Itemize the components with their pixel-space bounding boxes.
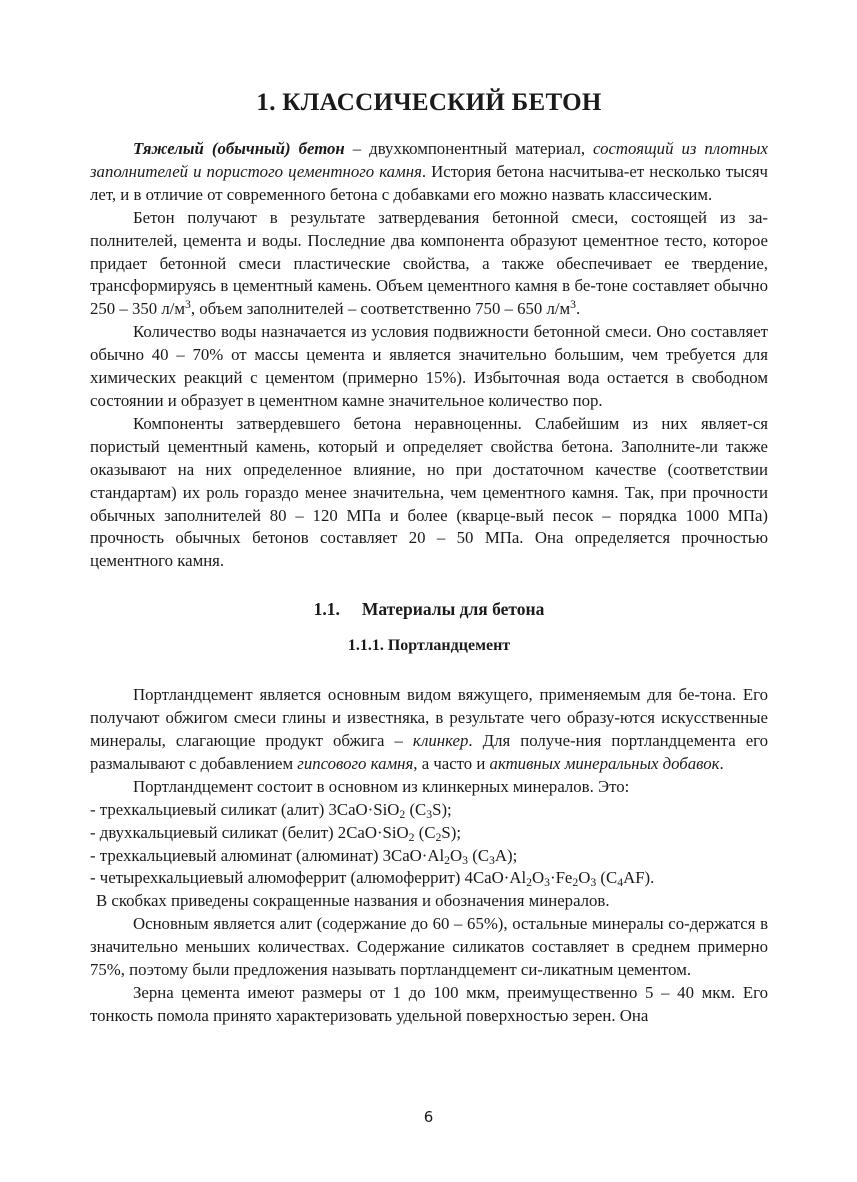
page-title: 1. КЛАССИЧЕСКИЙ БЕТОН (256, 89, 602, 116)
list-item: - трехкальциевый алюминат (алюминат) $3CaO\cdot Al_2O_3$ $(C_3A)$; (90, 845, 518, 867)
list-item: - двухкальциевый силикат (белит) 2CaO·SiO$_2$ $(C_2S)$; (90, 822, 461, 844)
paragraph-grain-size: Зерна цемента имеют размеры от 1 до 100 мкм, преимущественно 5 – 40 мкм. Его тонкость помола принято характеризовать удельной поверхностью зерен. Она (90, 983, 768, 1025)
paragraph-portland: Портландцемент является основным видом вяжущего, применяемым для бе-тона. Его получают обжигом смеси глины и известняка, в результате чего образу-ются искусственные минералы, слагающие продукт обжига – клинкер. Для получе-ния портландцемента его размалывают с добавлением гипсового камня, а часто и активных минеральных добавок. (90, 685, 768, 773)
term-heavy-concrete: Тяжелый (обычный) бетон (133, 139, 345, 158)
paragraph-water: Количество воды назначается из условия подвижности бетонной смеси. Оно составляет обычно 40 – 70% от массы цемента и является значительно большим, чем требуется для химических реакций с цементом (примерно 15%). Избыточная вода остается в свободном состоянии и образует в цементном камне значительное количество пор. (90, 322, 768, 410)
paragraph-definition: Тяжелый (обычный) бетон – двухкомпонентный материал, состоящий из плотных заполнителей и пористого цементного камня. История бетона насчитыва-ет несколько тысяч лет, и в отличие от современного бетона с добавками его можно назвать классическим. (90, 139, 768, 204)
paragraph-abbrev-note: В скобках приведены сокращенные названия и обозначения минералов. (96, 891, 610, 911)
list-item: - четырехкальциевый алюмоферрит (алюмоферрит) $4CaO\cdot Al_2O_3\cdot Fe_2O_3$ $(C_4AF)$. (90, 868, 655, 890)
subsection-heading: 1.1.1. Портландцемент (347, 637, 511, 655)
paragraph-components: Компоненты затвердевшего бетона неравноценны. Слабейшим из них являет-ся пористый цементный камень, который и определяет свойства бетона. Заполните-ли также оказывают на них определенное влияние, но при достаточном качестве (соответствии стандартам) их роль гораздо менее значительна, чем цементного камня. Так, при прочности обычных заполнителей 80 – 120 МПа и более (кварце-вый песок – порядка 1000 МПа) прочность обычных бетонов составляет 20 – 50 МПа. Она определяется прочностью цементного камня. (90, 413, 768, 571)
page-number: 6 (423, 1108, 434, 1126)
list-item: - трехкальциевый силикат (алит) 3CaO·SiO$_2$ $(C_3S)$; (90, 799, 452, 821)
document-body (90, 138, 768, 1028)
paragraph-production: Бетон получают в результате затвердевания бетонной смеси, состоящей из за-полнителей, цемента и воды. Последние два компонента образуют цементное тесто, которое придает бетонной смеси пластические свойства, а также обеспечивает ее твердение, трансформируясь в цементный камень. Объем цементного камня в бе-тоне составляет обычно 250 – 350 $л/м^3$, объем заполнителей – соответственно 750 – 650 $л/м^3$. (90, 207, 768, 319)
paragraph-minerals-intro: Портландцемент состоит в основном из клинкерных минералов. Это: (133, 776, 630, 796)
section-heading: 1.1. Материалы для бетона (313, 599, 545, 620)
paragraph-alite: Основным является алит (содержание до 60 – 65%), остальные минералы со-держатся в значительно меньших количествах. Содержание силикатов составляет в среднем примерно 75%, поэтому были предложения называть портландцемент си-ликатным цементом. (90, 914, 768, 980)
